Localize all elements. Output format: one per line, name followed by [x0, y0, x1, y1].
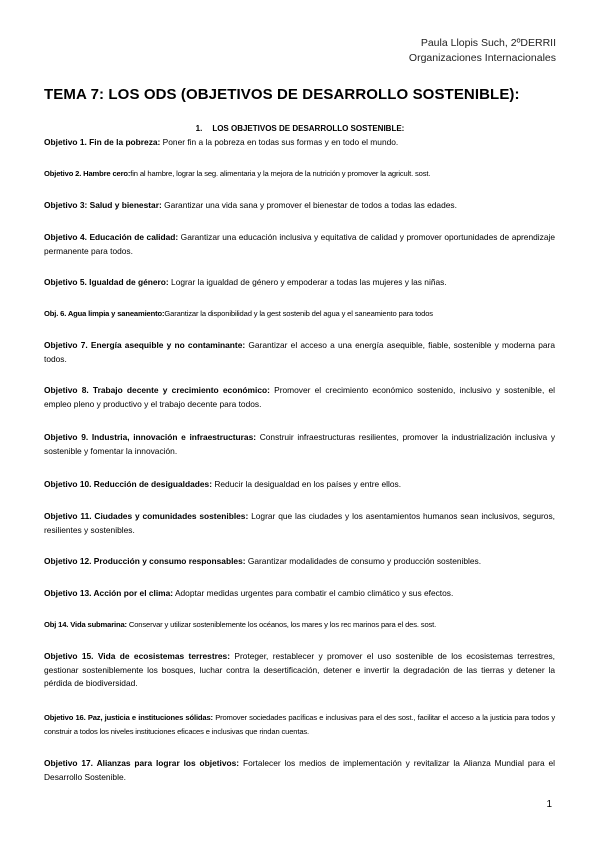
objective-label: Objetivo 10. Reducción de desigualdades:	[44, 479, 213, 489]
objective-text: Garantizar una vida sana y promover el bienestar de todos a todas las edades.	[161, 200, 457, 210]
objective-label: Objetivo 16. Paz, justicia e instituciones sólidas:	[44, 713, 213, 722]
objective-text: Promover el crecimiento económico sostenido, inclusivo y sostenible, el empleo pleno y productivo y el trabajo decente para todos.	[44, 385, 556, 409]
objective-label: Objetivo 3: Salud y bienestar:	[44, 200, 162, 210]
objective-text: Construir infraestructuras resilientes, promover la industrialización inclusiva y sostenible y fomentar la innovación.	[44, 432, 556, 456]
objective-label: Obj 14. Vida submarina:	[44, 620, 127, 629]
objective-9	[44, 431, 555, 458]
objective-12	[44, 555, 555, 569]
objective-text: Reducir la desigualdad en los países y entre ellos.	[212, 479, 402, 489]
objective-label: Objetivo 4. Educación de calidad:	[44, 232, 179, 242]
objective-4	[44, 231, 555, 258]
objective-3	[44, 199, 555, 213]
objective-label: Objetivo 1. Fin de la pobreza:	[44, 137, 161, 147]
objective-label: Obj. 6. Agua limpia y saneamiento:	[44, 309, 165, 318]
objective-label: Objetivo 8. Trabajo decente y crecimiento económico:	[44, 385, 270, 395]
section-heading	[0, 124, 600, 133]
header-author: Paula Llopis Such, 2ºDERRII	[420, 37, 556, 49]
objective-17	[44, 757, 555, 784]
header-subject: Organizaciones Internacionales	[408, 52, 556, 64]
objective-14	[44, 618, 555, 632]
section-title: LOS OBJETIVOS DE DESARROLLO SOSTENIBLE:	[212, 124, 405, 133]
objective-16	[44, 711, 555, 738]
objective-text: Garantizar una educación inclusiva y equitativa de calidad y promover oportunidades de aprendizaje permanente para todos.	[44, 232, 555, 256]
objective-text: Conservar y utilizar sosteniblemente los océanos, los mares y los rec marinos para el des. sost.	[126, 620, 437, 629]
objective-label: Objetivo 5. Igualdad de género:	[44, 277, 169, 287]
objective-7	[44, 339, 555, 366]
objective-text: Lograr la igualdad de género y empoderar a todas las mujeres y las niñas.	[168, 277, 447, 287]
objective-label: Objetivo 15. Vida de ecosistemas terrestres:	[44, 651, 230, 661]
objective-label: Objetivo 11. Ciudades y comunidades sostenibles:	[44, 511, 249, 521]
page-number: 1	[546, 799, 552, 810]
objective-label: Objetivo 7. Energía asequible y no contaminante:	[44, 340, 246, 350]
objective-5	[44, 276, 555, 290]
objective-2	[44, 167, 555, 181]
objective-text: Garantizar modalidades de consumo y producción sostenibles.	[245, 556, 482, 566]
objective-label: Objetivo 17. Alianzas para lograr los objetivos:	[44, 758, 240, 768]
objective-label: Objetivo 9. Industria, innovación e infraestructuras:	[44, 432, 257, 442]
objective-text: Promover sociedades pacíficas e inclusivas para el des sost., facilitar el acceso a la justicia para todos y construir a todos los niveles instituciones eficaces e inclusivas que rindan cuentas.	[44, 713, 555, 736]
document-title: TEMA 7: LOS ODS (OBJETIVOS DE DESARROLLO SOSTENIBLE):	[44, 86, 520, 103]
objective-text: Lograr que las ciudades y los asentamientos humanos sean inclusivos, seguros, resilientes y sostenibles.	[44, 511, 555, 535]
objective-label: Objetivo 12. Producción y consumo responsables:	[44, 556, 246, 566]
objective-1	[44, 136, 555, 150]
objective-label: Objetivo 2. Hambre cero:	[44, 169, 131, 178]
objective-15	[44, 650, 555, 691]
objective-6	[44, 307, 555, 321]
objective-text: Fortalecer los medios de implementación y revitalizar la Alianza Mundial para el Desarrollo Sostenible.	[44, 758, 556, 782]
objective-text: Poner fin a la pobreza en todas sus formas y en todo el mundo.	[160, 137, 399, 147]
objective-11	[44, 510, 555, 537]
objective-text: Garantizar la disponibilidad y la gest sostenib del agua y el saneamiento para todos	[164, 309, 433, 318]
objective-8	[44, 384, 555, 411]
objective-label: Objetivo 13. Acción por el clima:	[44, 588, 174, 598]
objective-13	[44, 587, 555, 601]
objective-text: Garantizar el acceso a una energía asequible, fiable, sostenible y moderna para todos.	[44, 340, 555, 364]
objective-10	[44, 478, 555, 492]
section-number: 1.	[195, 124, 203, 133]
objective-text: fin al hambre, lograr la seg. alimentaria y la mejora de la nutrición y promover la agricult. sost.	[130, 169, 431, 178]
objective-text: Proteger, restablecer y promover el uso sostenible de los ecosistemas terrestres, gestionar sosteniblemente los bosques, luchar contra la desertificación, detener e invertir la degradación de las tierras y detener la pérdida de biodiversidad.	[44, 651, 555, 688]
objective-text: Adoptar medidas urgentes para combatir el cambio climático y sus efectos.	[173, 588, 454, 598]
page-header	[409, 36, 556, 66]
